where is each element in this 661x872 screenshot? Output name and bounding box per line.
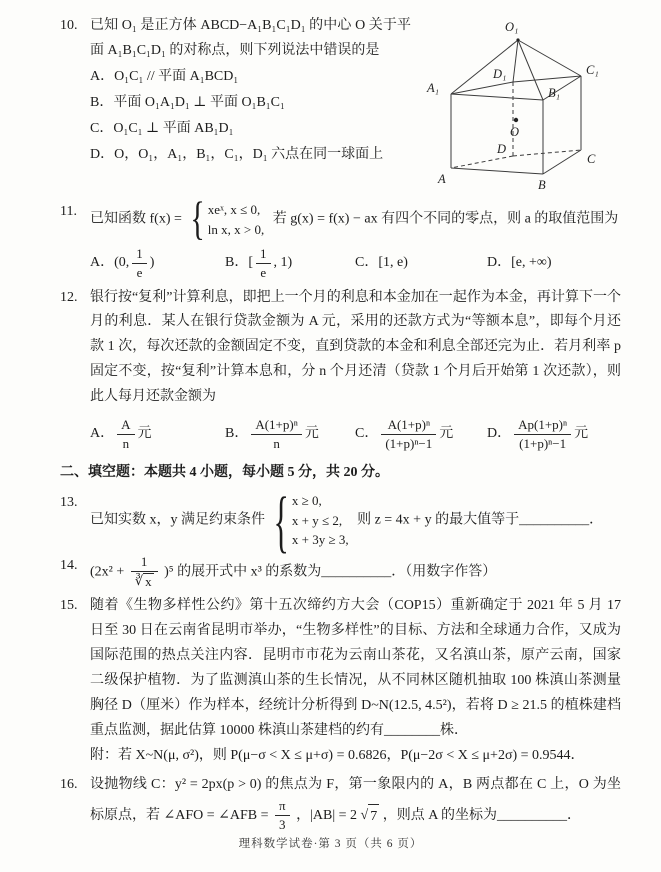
question-12 (60, 286, 621, 453)
fraction-numerator: A (117, 417, 134, 435)
radical-sign: ∛ (134, 573, 144, 589)
fraction-denominator (131, 572, 158, 590)
question-16-body (90, 773, 621, 833)
option-a (90, 246, 225, 282)
question-12-options (90, 417, 621, 453)
figure-label-d1: D₁ (493, 67, 507, 81)
question-10-option-c: C．O₁C₁ ⊥ 平面 AB₁D₁ (90, 120, 234, 136)
question-15-number: 15. (60, 598, 78, 614)
section-2-title: 二、填空题：本题共 4 小题，每小题 5 分，共 20 分。 (60, 464, 389, 480)
question-14 (60, 554, 621, 591)
question-14-expr-open: (2x² + (90, 564, 125, 580)
question-15-note: 附：若 X~N(μ, σ²)，则 P(μ−σ < X ≤ μ+σ) = 0.6826，P(μ−2σ < X ≤ μ+2σ) = 0.9544． (90, 747, 585, 763)
question-11-body (90, 193, 621, 282)
question-10-option-d: D．O，O₁，A₁，B₁，C₁，D₁ 六点在同一球面上 (90, 146, 384, 162)
fraction-denominator: e (136, 265, 143, 281)
constraint-1: x ≥ 0, (291, 493, 322, 509)
piecewise-case-1: xeˣ, x ≤ 0, (207, 202, 261, 217)
question-12-body (90, 286, 621, 453)
figure-label-b: B (538, 178, 546, 192)
question-13-stem-post: 则 z = 4x + y 的最大值等于__________． (357, 512, 604, 528)
figure-label-a: A (438, 172, 446, 186)
fraction-numerator: A(1+p)ⁿ (381, 417, 436, 435)
question-10-body (90, 14, 621, 196)
fraction (131, 554, 158, 591)
cube-figure (421, 16, 621, 196)
fraction (381, 417, 436, 453)
figure-label-a1: A₁ (427, 81, 439, 95)
question-10-option-b: B．平面 O₁A₁D₁ ⊥ 平面 O₁B₁C₁ (90, 94, 285, 110)
fraction-numerator: A(1+p)ⁿ (251, 417, 301, 435)
option-c-post: 元 (439, 426, 454, 442)
question-14-number: 14. (60, 557, 78, 573)
option-a (90, 417, 225, 453)
fraction (256, 246, 271, 282)
question-16-stem-pre: 设抛物线 C：y² = 2px(p > 0) 的焦点为 F，第一象限内的 A，B 两点都在 C 上，O 为坐标原点，若 ∠AFO = ∠AFB = (90, 776, 621, 823)
question-10-option-a: A．O₁C₁ // 平面 A₁BCD₁ (90, 68, 239, 84)
option-a-post: ) (149, 255, 155, 271)
fraction-numerator: 1 (131, 554, 158, 572)
question-15-paragraph: 随着《生物多样性公约》第十五次缔约方大会（COP15）重新确定于 2021 年 5 月 17 日至 30 日在云南省昆明市举办，“生物多样性”的目标、方法和全球通力合作，又成为国际范围的热点关注内容．昆明市市花为云南山茶花，又名滇山茶，原产云南，国家二级保护植物．为了监测滇山茶的生长情况，从不同林区随机抽取 100 株滇山茶测量胸径 D（厘米）作为样本，经统计分析得到 D~N(12.5, 4.5²)，若将 D ≥ 21.5 的植株建档重点监测，据此估算 10000 株滇山茶建档的约有________株． (90, 598, 621, 738)
option-a-pre: A．(0, (90, 255, 130, 271)
question-10 (60, 14, 621, 196)
fraction (132, 246, 147, 282)
fraction-numerator: π (275, 798, 290, 816)
figure-label-b1: B₁ (548, 86, 560, 100)
page-footer: 理科数学试卷·第 3 页（共 6 页） (238, 837, 423, 850)
question-10-stem: 已知 O₁ 是正方体 ABCD−A₁B₁C₁D₁ 的中心 O 关于平面 A₁B₁C₁D₁ 的对称点，则下列说法中错误的是 (90, 18, 411, 58)
radicand: 7 (368, 804, 379, 830)
option-b (225, 246, 355, 282)
question-15 (60, 594, 621, 768)
cube-root (135, 573, 154, 590)
question-11-stem-pre: 已知函数 f(x) = (90, 211, 182, 227)
fraction-numerator: Ap(1+p)ⁿ (514, 417, 571, 435)
figure-label-d: D (497, 142, 507, 156)
question-16-number: 16. (60, 776, 78, 792)
question-16-stem-post: ，则点 A 的坐标为__________． (382, 807, 582, 823)
option-b-pre: B． (225, 426, 249, 442)
question-11-number: 11. (60, 204, 77, 219)
figure-label-o1: O₁ (505, 20, 519, 34)
option-a-pre: A． (90, 426, 115, 442)
fraction-denominator: e (260, 265, 267, 281)
question-14-body (90, 554, 621, 591)
option-a-post: 元 (137, 426, 152, 442)
option-b-post: , 1) (273, 255, 293, 271)
question-12-stem: 银行按“复利”计算利息，即把上一个月的利息和本金加在一起作为本金，再计算下一个月的利息．某人在银行贷款金额为 A 元，采用的还款方式为“等额本息”，即每个月还款 1 次，每次还款的金额固定不变，直到贷款的本金和利息全部还完为止．若月利率 p 固定不变，按“复利”计算本息和，分 n 个月还清（贷款 1 个月后开始第 1 次还款），则此人每月还款金额为 (90, 289, 621, 405)
fraction-denominator: (1+p)ⁿ−1 (385, 436, 433, 452)
fraction-denominator: n (273, 436, 280, 452)
radicand: x (145, 574, 152, 590)
option-d: D．[e, +∞) (487, 255, 552, 271)
question-11-options (90, 246, 621, 282)
left-brace: { (273, 481, 289, 560)
question-11 (60, 193, 621, 282)
question-13-number: 13. (60, 495, 78, 511)
center-point (514, 118, 518, 122)
question-12-number: 12. (60, 289, 78, 305)
constraint-system (273, 481, 349, 560)
question-10-number: 10. (60, 18, 78, 33)
figure-label-c1: C₁ (586, 63, 599, 77)
fraction (275, 798, 290, 834)
figure-label-c: C (587, 152, 596, 166)
fraction-numerator: 1 (132, 246, 147, 264)
fraction-denominator: (1+p)ⁿ−1 (519, 436, 567, 452)
option-b-pre: B．[ (225, 255, 253, 271)
option-c: C．[1, e) (355, 255, 408, 271)
option-c (355, 417, 487, 453)
option-d-post: 元 (574, 426, 589, 442)
option-b (225, 417, 355, 453)
question-16-stem-mid: ，|AB| = 2 (296, 807, 358, 823)
question-13 (60, 481, 621, 560)
fraction-denominator: 3 (279, 816, 286, 832)
fraction (514, 417, 571, 453)
question-13-body (90, 481, 621, 560)
constraint-3: x + 3y ≥ 3, (291, 532, 349, 548)
option-d-pre: D． (487, 426, 512, 442)
fraction (251, 417, 301, 453)
option-c-pre: C． (355, 426, 379, 442)
question-16 (60, 773, 621, 833)
question-13-stem-pre: 已知实数 x，y 满足约束条件 (90, 512, 265, 528)
left-brace: { (190, 193, 205, 245)
question-15-body (90, 594, 621, 768)
square-root (361, 804, 380, 830)
fraction-denominator: n (122, 436, 130, 452)
piecewise-function (190, 193, 265, 245)
apex-point (516, 38, 519, 41)
piecewise-case-2: ln x, x > 0, (207, 221, 265, 237)
fraction-numerator: 1 (256, 246, 271, 264)
fraction (117, 417, 134, 453)
constraint-2: x + y ≤ 2, (291, 512, 343, 528)
question-11-stem-post: 若 g(x) = f(x) − ax 有四个不同的零点，则 a 的取值范围为 (272, 211, 619, 227)
radical-sign: √ (360, 807, 369, 823)
figure-label-o: O (510, 125, 520, 139)
question-14-stem-post: )⁵ 的展开式中 x³ 的系数为__________．（用数字作答） (164, 564, 497, 580)
option-b-post: 元 (304, 426, 319, 442)
option-d (487, 417, 588, 453)
